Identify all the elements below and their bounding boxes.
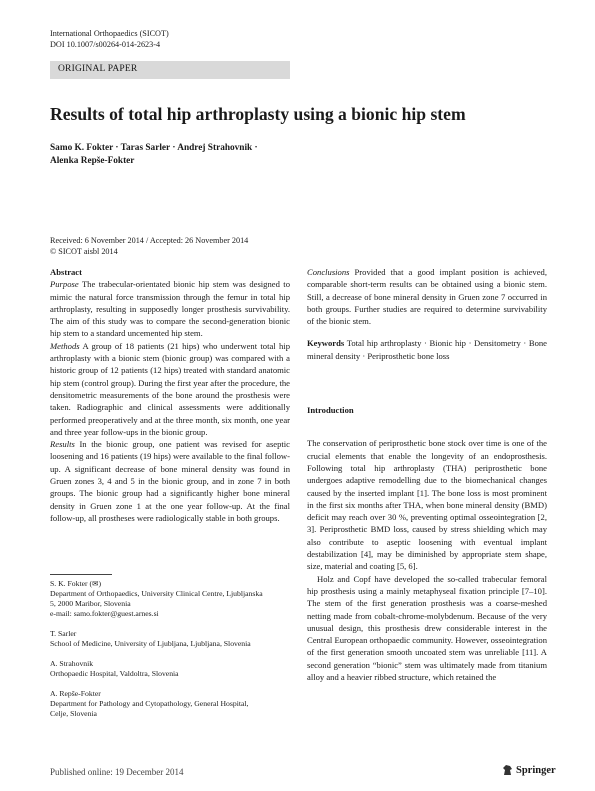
abstract-methods [50, 340, 290, 438]
affiliation-line: Orthopaedic Hospital, Valdoltra, Slovenia [50, 669, 179, 679]
copyright: © SICOT aisbl 2014 [50, 246, 118, 256]
keywords [307, 337, 547, 362]
springer-horse-icon [502, 764, 513, 776]
article-type: ORIGINAL PAPER [58, 64, 138, 74]
dates-block [50, 236, 248, 257]
abstract-heading: Abstract [50, 267, 82, 277]
publisher-logo [502, 764, 556, 776]
affiliation-line: Celje, Slovenia [50, 709, 97, 719]
conclusions-text: Provided that a good implant position is achieved, comparable short-term results can be obtained using a bionic stem. Still, a decrease of bone mineral density in Gruen zone 7 occurred in both groups. Further studies are required to determine survivability of the bionic stem. [307, 267, 547, 327]
introduction-paragraph-1: The conservation of periprosthetic bone stock over time is one of the crucial elements that enable the longevity of an endoprosthesis. Following total hip arthroplasty (THA) periprosthetic bone undergoes adaptive remodelling due to the biomechanical changes caused by the inserted implant [1]. The bone loss is most prominent in the first six months after THA, when bone mineral density (BMD) deficit may reach over 30 %, preventing optimal osseointegration [2, 3]. Periprosthetic BMD loss, caused by stress shielding which may also contribute to aseptic loosening with eventual implant destabilization [4], may be diminished by appropriate stem shape, size, material and coating [5, 6]. [307, 438, 547, 572]
keywords-label: Keywords [307, 338, 345, 349]
introduction-heading: Introduction [307, 405, 354, 416]
purpose-text: The trabecular-orientated bionic hip stem was designed to mimic the natural force transmission through the femur in total hip arthroplasty, resulting in supposedly longer prosthesis survivability. The aim of this study was to compare the second-generation bionic hip stem to a standard uncemented hip stem. [50, 279, 290, 339]
authors-line-1: Samo K. Fokter · Taras Sarler · Andrej Strahovnik · [50, 143, 258, 153]
affiliation-line: Department of Orthopaedics, University Clinical Centre, Ljubljanska [50, 589, 263, 599]
affiliation-2 [50, 629, 290, 649]
abstract-results [50, 438, 290, 524]
authors-line-2: Alenka Repše-Fokter [50, 155, 135, 166]
conclusions-label: Conclusions [307, 267, 350, 277]
affiliation-line: 5, 2000 Maribor, Slovenia [50, 599, 131, 609]
paper-title: Results of total hip arthroplasty using a bionic hip stem [50, 104, 466, 124]
abstract-conclusions [307, 266, 547, 327]
journal-header [50, 28, 169, 50]
abstract-left-column [50, 266, 290, 524]
methods-text: A group of 18 patients (21 hips) who underwent total hip arthroplasty with a bionic stem (bionic group) was compared with a historic group of 12 patients (12 hips) treated with standard anatomic hip stem (control group). During the first year after the procedure, the densitometric measurements of the bone around the prosthesis were taken. Radiographic and clinical assessments were additionally performed preoperatively and at the three month, six month, one year and three year follow-ups in the bionic group. [50, 340, 290, 437]
keywords-text: Total hip arthroplasty · Bionic hip · Densitometry · Bone mineral density · Periprosthetic bone loss [307, 338, 547, 361]
affiliation-name: A. Strahovnik [50, 659, 94, 668]
affiliation-3 [50, 659, 290, 679]
author-list [50, 142, 258, 167]
affiliation-name: A. Repše-Fokter [50, 689, 101, 698]
publisher-name: Springer [516, 764, 556, 776]
doi: DOI 10.1007/s00264-014-2623-4 [50, 40, 161, 49]
affiliation-email[interactable]: e-mail: samo.fokter@guest.arnes.si [50, 609, 159, 619]
affiliation-name: T. Sarler [50, 629, 77, 638]
abstract-purpose [50, 278, 290, 339]
results-label: Results [50, 439, 75, 450]
affiliation-1 [50, 579, 290, 619]
affiliation-line: School of Medicine, University of Ljubljana, Ljubljana, Slovenia [50, 639, 251, 649]
published-online: Published online: 19 December 2014 [50, 767, 184, 777]
affiliation-line: Department for Pathology and Cytopathology, General Hospital, [50, 699, 249, 709]
journal-name: International Orthopaedics (SICOT) [50, 29, 169, 38]
article-type-band [50, 61, 290, 79]
affiliation-name: S. K. Fokter (✉) [50, 579, 102, 588]
affiliation-4 [50, 689, 290, 719]
results-text: In the bionic group, one patient was revised for aseptic loosening and 16 patients (19 hips) were available to the final follow-up. A significant decrease of bone mineral density was found in Gruen zones 3, 4 and 5 in the bionic group, and in zone 7 in both groups. The bionic group had a significantly higher bone mineral density in Gruen zone 1 at the one year follow-up. At the final follow-up, all prostheses were radiologically stable in both groups. [50, 439, 290, 523]
right-column [307, 266, 547, 683]
footnote-divider [50, 574, 112, 575]
received-accepted: Received: 6 November 2014 / Accepted: 26 November 2014 [50, 236, 249, 245]
purpose-label: Purpose [50, 279, 79, 290]
introduction-paragraph-2: Holz and Copf have developed the so-called trabecular femoral hip prosthesis using a mainly metaphyseal fixation principle [7–10]. The stem of the first generation prosthesis was a coarse-meshed netting made from cobalt-chrome-molybdenum. Because of the very unusual design, this prosthesis drew considerable interest in the Central European orthopaedic community. However, osseointegration of the first generation smooth uncoated stem was unreliable [11]. A second generation “bionic” stem was ultimately made from titanium alloy and a heavier ribbed structure, which retained the [307, 573, 547, 683]
methods-label: Methods [50, 340, 80, 351]
